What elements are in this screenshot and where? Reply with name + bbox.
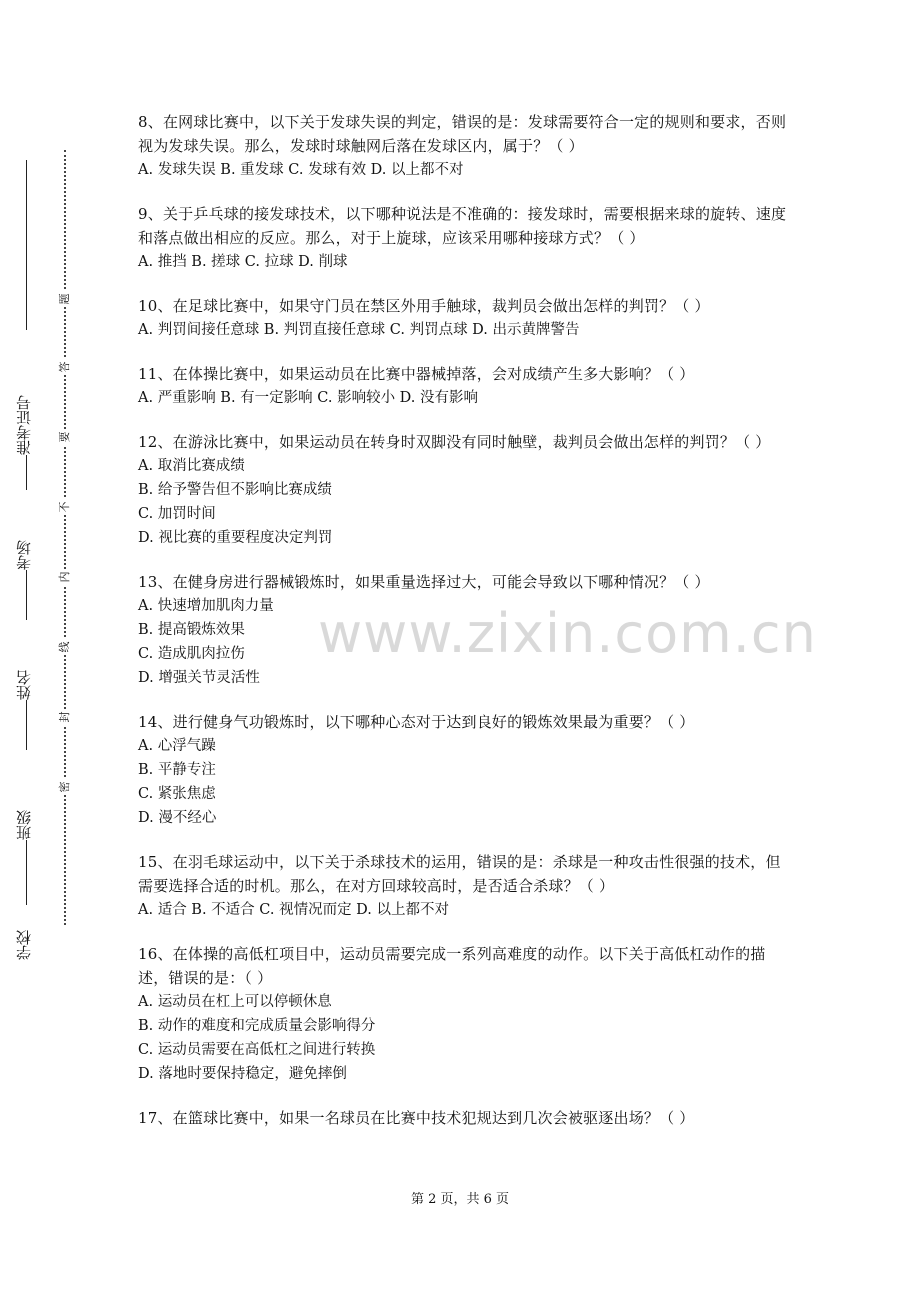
question-text: 17、在篮球比赛中，如果一名球员在比赛中技术犯规达到几次会被驱逐出场？（ ） [138,1109,695,1127]
class-label: 班级 [15,810,33,840]
question-text: 8、在网球比赛中，以下关于发球失误的判定，错误的是：发球需要符合一定的规则和要求，否则视为发球失误。那么，发球时球触网后落在发球区内，属于？（ ） [138,113,787,155]
question-text: 11、在体操比赛中，如果运动员在比赛中器械掉落，会对成绩产生多大影响？（ ） [138,365,695,383]
seal-char: 封 [56,709,74,725]
option-a: A. 取消比赛成绩 [138,458,245,474]
option-b: B. 给予警告但不影响比赛成绩 [138,482,332,498]
name-blank [26,570,27,620]
seal-char: 密 [56,779,74,795]
seal-char: 题 [56,291,74,307]
name-label: 姓名 [15,670,33,700]
binding-margin [0,0,100,1302]
binding-field-name [4,620,44,700]
question-text: 15、在羽毛球运动中，以下关于杀球技术的运用，错误的是：杀球是一种攻击性很强的技术，但需要选择合适的时机。那么，在对方回球较高时，是否适合杀球？（ ） [138,853,781,895]
exam-number-blank [26,160,27,330]
question-13 [138,570,788,690]
option-a: A. 运动员在杠上可以停顿休息 [138,994,332,1010]
seal-line [64,150,66,925]
binding-field-school [4,905,44,960]
seal-char: 不 [56,499,74,515]
question-options: A. 发球失误 B. 重发球 C. 发球有效 D. 以上都不对 [138,162,464,178]
question-options: A. 严重影响 B. 有一定影响 C. 影响较小 D. 没有影响 [138,390,479,406]
option-d: D. 增强关节灵活性 [138,670,260,686]
option-c: C. 运动员需要在高低杠之间进行转换 [138,1042,376,1058]
exam-room-blank [26,455,27,490]
question-list [138,110,788,1150]
question-text: 9、关于乒乓球的接发球技术，以下哪种说法是不准确的：接发球时，需要根据来球的旋转、速度和落点做出相应的反应。那么，对于上旋球，应该采用哪种接球方式？（ ） [138,205,787,247]
seal-char: 内 [56,569,74,585]
question-text: 13、在健身房进行器械锻炼时，如果重量选择过大，可能会导致以下哪种情况？（ ） [138,573,710,591]
option-b: B. 平静专注 [138,762,216,778]
question-9 [138,202,788,274]
question-text: 14、进行健身气功锻炼时，以下哪种心态对于达到良好的锻炼效果最为重要？（ ） [138,713,695,731]
question-12 [138,430,788,550]
question-options: A. 判罚间接任意球 B. 判罚直接任意球 C. 判罚点球 D. 出示黄牌警告 [138,322,580,338]
question-8 [138,110,788,182]
option-a: A. 快速增加肌肉力量 [138,598,274,614]
option-d: D. 漫不经心 [138,810,217,826]
seal-char: 线 [56,639,74,655]
school-label: 学校 [15,930,33,960]
option-b: B. 提高锻炼效果 [138,622,245,638]
option-b: B. 动作的难度和完成质量会影响得分 [138,1018,376,1034]
question-14 [138,710,788,830]
question-text: 10、在足球比赛中，如果守门员在禁区外用手触球，裁判员会做出怎样的判罚？（ ） [138,297,710,315]
question-text: 12、在游泳比赛中，如果运动员在转身时双脚没有同时触壁，裁判员会做出怎样的判罚？（ ） [138,433,771,451]
question-options: A. 适合 B. 不适合 C. 视情况而定 D. 以上都不对 [138,902,450,918]
binding-field-exam-number [4,330,44,455]
option-c: C. 造成肌肉拉伤 [138,646,245,662]
option-d: D. 视比赛的重要程度决定判罚 [138,530,333,546]
question-17 [138,1106,788,1130]
question-16 [138,942,788,1086]
exam-number-label: 准考证号 [15,395,33,455]
watermark: www.zixin.com.cn [318,602,817,665]
question-15 [138,850,788,922]
option-d: D. 落地时要保持稳定，避免摔倒 [138,1066,347,1082]
page-footer: 第 2 页，共 6 页 [410,1192,510,1207]
question-text: 16、在体操的高低杠项目中，运动员需要完成一系列高难度的动作。以下关于高低杠动作的描述，错误的是：（ ） [138,945,766,987]
option-c: C. 加罚时间 [138,506,216,522]
class-blank [26,700,27,750]
seal-char: 要 [56,429,74,445]
exam-room-label: 考场 [15,540,33,570]
option-c: C. 紧张焦虑 [138,786,216,802]
binding-field-exam-room [4,490,44,570]
question-options: A. 推挡 B. 搓球 C. 拉球 D. 削球 [138,254,348,270]
question-10 [138,294,788,342]
option-a: A. 心浮气躁 [138,738,216,754]
seal-char: 答 [56,359,74,375]
school-blank [26,840,27,905]
question-11 [138,362,788,410]
binding-field-class [4,750,44,840]
